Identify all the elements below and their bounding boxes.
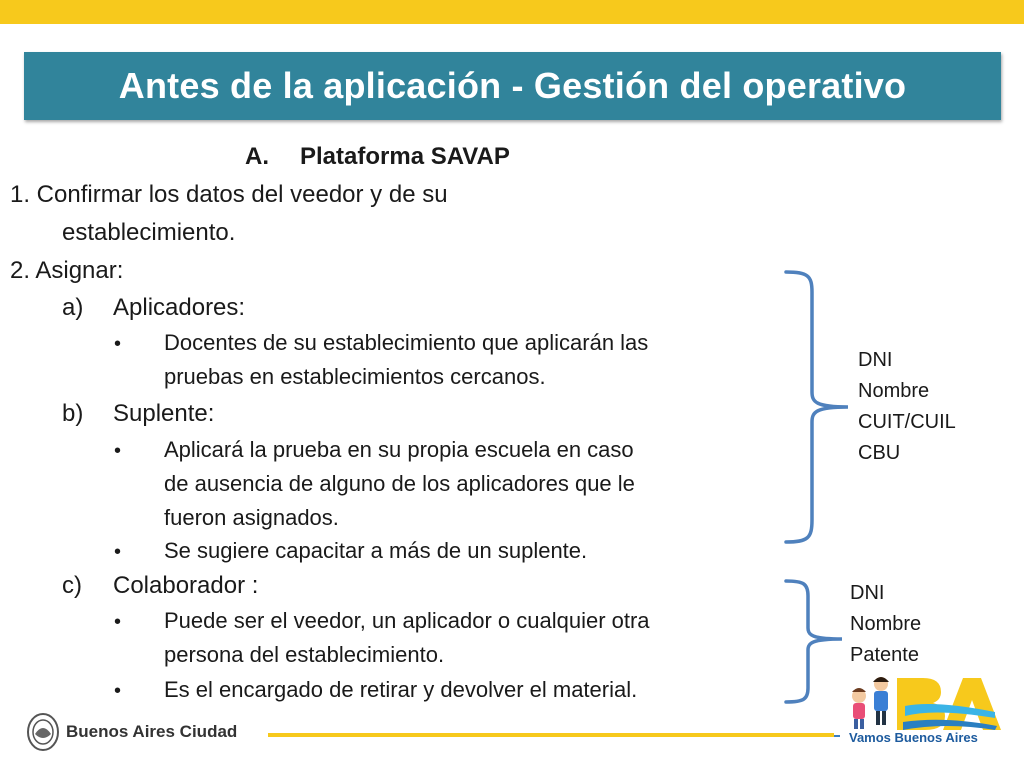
bullet-dot: • [114, 333, 122, 355]
fields-list-2 [850, 578, 921, 671]
field-dni: DNI [858, 349, 893, 371]
field-nombre: Nombre [850, 613, 922, 635]
field-patente: Patente [850, 644, 919, 666]
c-bullet-2: Es el encargado de retirar y devolver el material. [164, 677, 638, 702]
a-marker: a) [62, 294, 84, 321]
b-marker: b) [62, 400, 84, 427]
ba-kids-logo-icon [845, 660, 1005, 732]
footer-divider [268, 733, 834, 737]
page-title: Antes de la aplicación - Gestión del operativo [118, 65, 907, 106]
item-1-line-2: establecimiento. [62, 219, 236, 246]
b-bullet-1-line-2: de ausencia de alguno de los aplicadores que le [164, 471, 635, 496]
fields-list-1 [858, 345, 956, 469]
c-bullet-1-line-1: Puede ser el veedor, un aplicador o cualquier otra [164, 608, 650, 633]
b-label: Suplente: [113, 400, 215, 427]
a-bullet-1-line-2: pruebas en establecimientos cercanos. [164, 364, 546, 389]
bracket-1 [786, 272, 848, 542]
bullet-dot: • [114, 611, 122, 633]
c-bullet-1-line-2: persona del establecimiento. [164, 642, 445, 667]
c-label: Colaborador : [113, 572, 259, 599]
a-bullet-1-line-1: Docentes de su establecimiento que aplicarán las [164, 330, 649, 355]
a-label: Aplicadores: [113, 294, 246, 321]
item-1-line-1: 1. Confirmar los datos del veedor y de su [10, 181, 448, 208]
footer-divider-end [834, 735, 840, 737]
field-cuit-cuil: CUIT/CUIL [858, 411, 956, 433]
field-cbu: CBU [858, 442, 901, 464]
footer-right-brand: Vamos Buenos Aires [849, 730, 978, 745]
section-heading: Plataforma SAVAP [300, 143, 510, 170]
field-nombre: Nombre [858, 380, 930, 402]
field-dni: DNI [850, 582, 885, 604]
item-2-label: 2. Asignar: [10, 257, 124, 284]
bullet-dot: • [114, 440, 122, 462]
footer-left-brand: Buenos Aires Ciudad [66, 722, 238, 741]
bullet-dot: • [114, 680, 122, 702]
city-seal-icon [26, 712, 60, 752]
b-bullet-1-line-1: Aplicará la prueba en su propia escuela en caso [164, 437, 634, 462]
bullet-dot: • [114, 541, 122, 563]
bracket-2 [786, 581, 842, 702]
b-bullet-1-line-3: fueron asignados. [164, 505, 339, 530]
b-bullet-2: Se sugiere capacitar a más de un suplente. [164, 538, 588, 563]
section-letter: A. [245, 143, 269, 170]
c-marker: c) [62, 572, 82, 599]
